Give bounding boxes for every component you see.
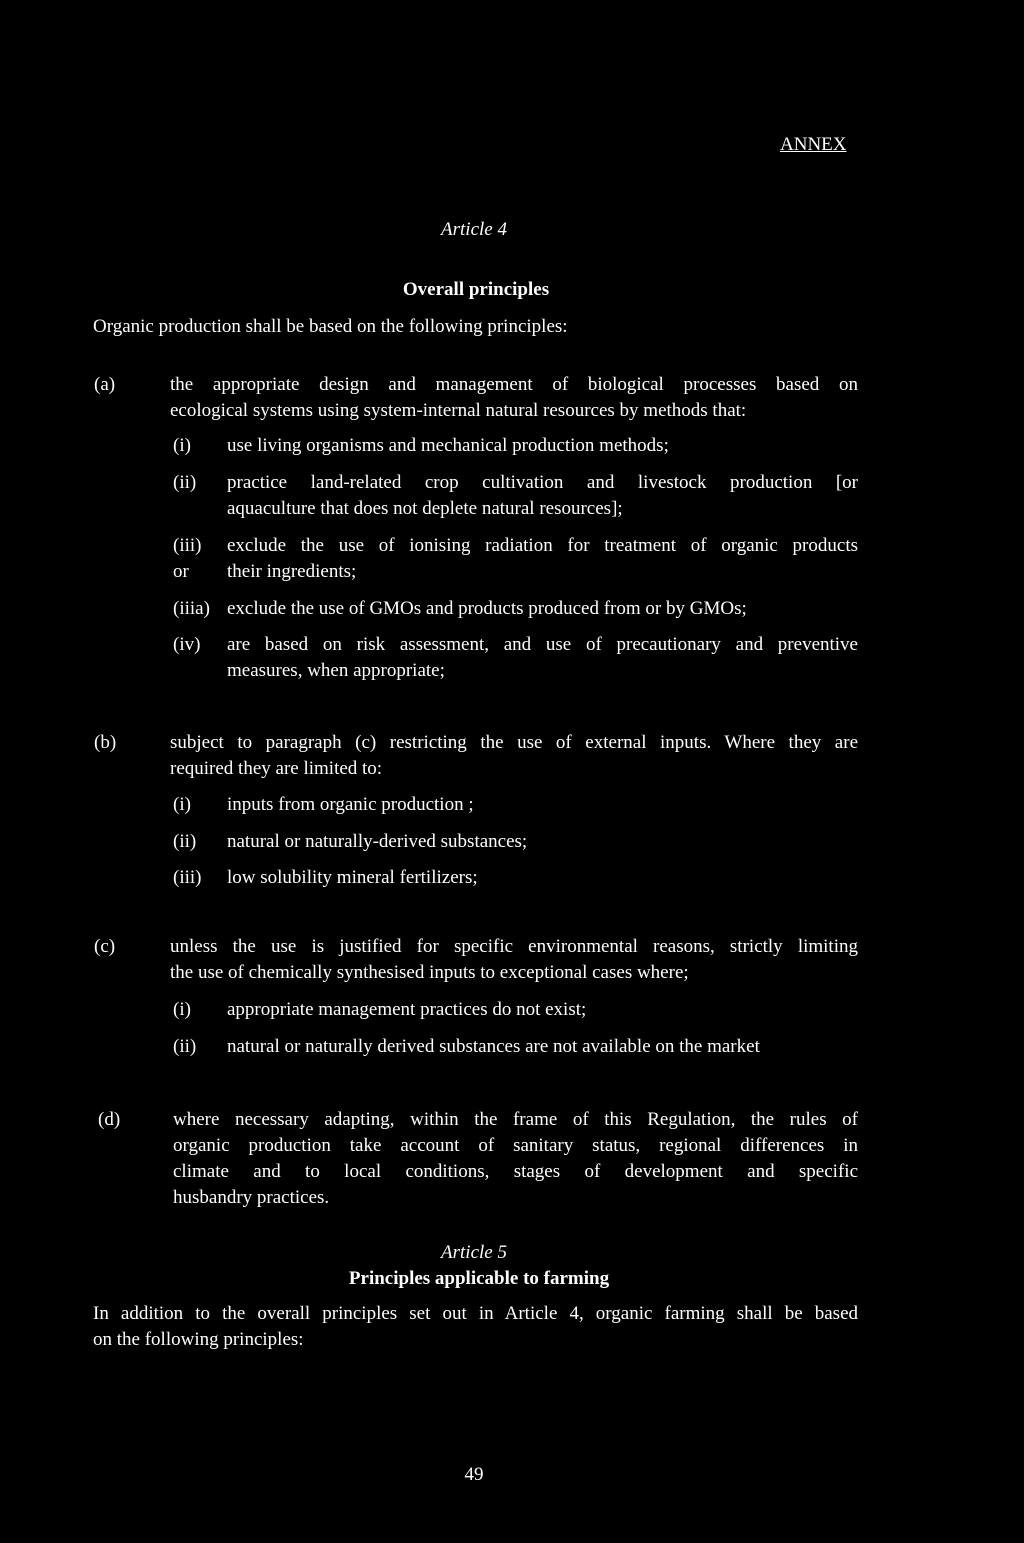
item-b-ii-text: natural or naturally-derived substances; <box>227 831 528 852</box>
article-4-heading: Overall principles <box>402 279 550 300</box>
item-a-iiia-marker: (iiia) <box>173 598 210 619</box>
item-b-iii-text: low solubility mineral fertilizers; <box>227 867 478 888</box>
item-a-line-1: the appropriate design and management of biological processes based on <box>170 374 858 395</box>
article-5-line-1: In addition to the overall principles set out in Article 4, organic farming shall be based <box>93 1303 858 1324</box>
item-b-line-1: subject to paragraph (c) restricting the use of external inputs. Where they are <box>170 732 858 753</box>
item-b-i-text: inputs from organic production ; <box>227 794 474 815</box>
item-a-iv-marker: (iv) <box>173 634 201 655</box>
item-d-line-3: climate and to local conditions, stages of development and specific <box>173 1161 858 1182</box>
article-5-title: Article 5 <box>441 1242 507 1263</box>
item-a-iv-line-2: measures, when appropriate; <box>227 660 445 681</box>
item-a-iii-line-1: exclude the use of ionising radiation for treatment of organic products <box>227 535 858 556</box>
page-number: 49 <box>464 1464 484 1485</box>
item-a-iiia-text: exclude the use of GMOs and products produced from or by GMOs; <box>227 598 747 619</box>
item-b-iii-marker: (iii) <box>173 867 202 888</box>
item-c-i-text: appropriate management practices do not exist; <box>227 999 587 1020</box>
article-4-title: Article 4 <box>441 219 507 240</box>
item-a-i-marker: (i) <box>173 435 191 456</box>
item-c-marker: (c) <box>94 936 116 957</box>
item-a-iv-line-1: are based on risk assessment, and use of precautionary and preventive <box>227 634 858 655</box>
item-a-ii-line-2: aquaculture that does not deplete natural resources]; <box>227 498 623 519</box>
item-d-marker: (d) <box>98 1109 121 1130</box>
item-d-line-4: husbandry practices. <box>173 1187 330 1208</box>
item-b-ii-marker: (ii) <box>173 831 197 852</box>
item-c-line-1: unless the use is justified for specific environmental reasons, strictly limiting <box>170 936 858 957</box>
item-b-i-marker: (i) <box>173 794 191 815</box>
item-a-iii-line-2: their ingredients; <box>227 561 357 582</box>
item-d-line-1: where necessary adapting, within the frame of this Regulation, the rules of <box>173 1109 858 1130</box>
item-d-line-2: organic production take account of sanitary status, regional differences in <box>173 1135 858 1156</box>
annex-label: ANNEX <box>780 134 847 155</box>
item-b-marker: (b) <box>94 732 117 753</box>
item-b-line-2: required they are limited to: <box>170 758 383 779</box>
item-a-ii-line-1: practice land-related crop cultivation and livestock production [or <box>227 472 858 493</box>
article-5-line-2: on the following principles: <box>93 1329 304 1350</box>
item-a-line-2: ecological systems using system-internal natural resources by methods that: <box>170 400 747 421</box>
item-c-ii-marker: (ii) <box>173 1036 197 1057</box>
item-a-ii-marker: (ii) <box>173 472 197 493</box>
article-4-intro: Organic production shall be based on the following principles: <box>93 316 568 337</box>
item-a-i-text: use living organisms and mechanical production methods; <box>227 435 669 456</box>
article-5-heading: Principles applicable to farming <box>348 1268 610 1289</box>
item-c-i-marker: (i) <box>173 999 191 1020</box>
item-c-ii-text: natural or naturally derived substances are not available on the market <box>227 1036 760 1057</box>
item-a-iii-marker: (iii) <box>173 535 202 556</box>
item-a-marker: (a) <box>94 374 116 395</box>
item-c-line-2: the use of chemically synthesised inputs to exceptional cases where; <box>170 962 689 983</box>
item-a-iii-or: or <box>173 561 189 582</box>
